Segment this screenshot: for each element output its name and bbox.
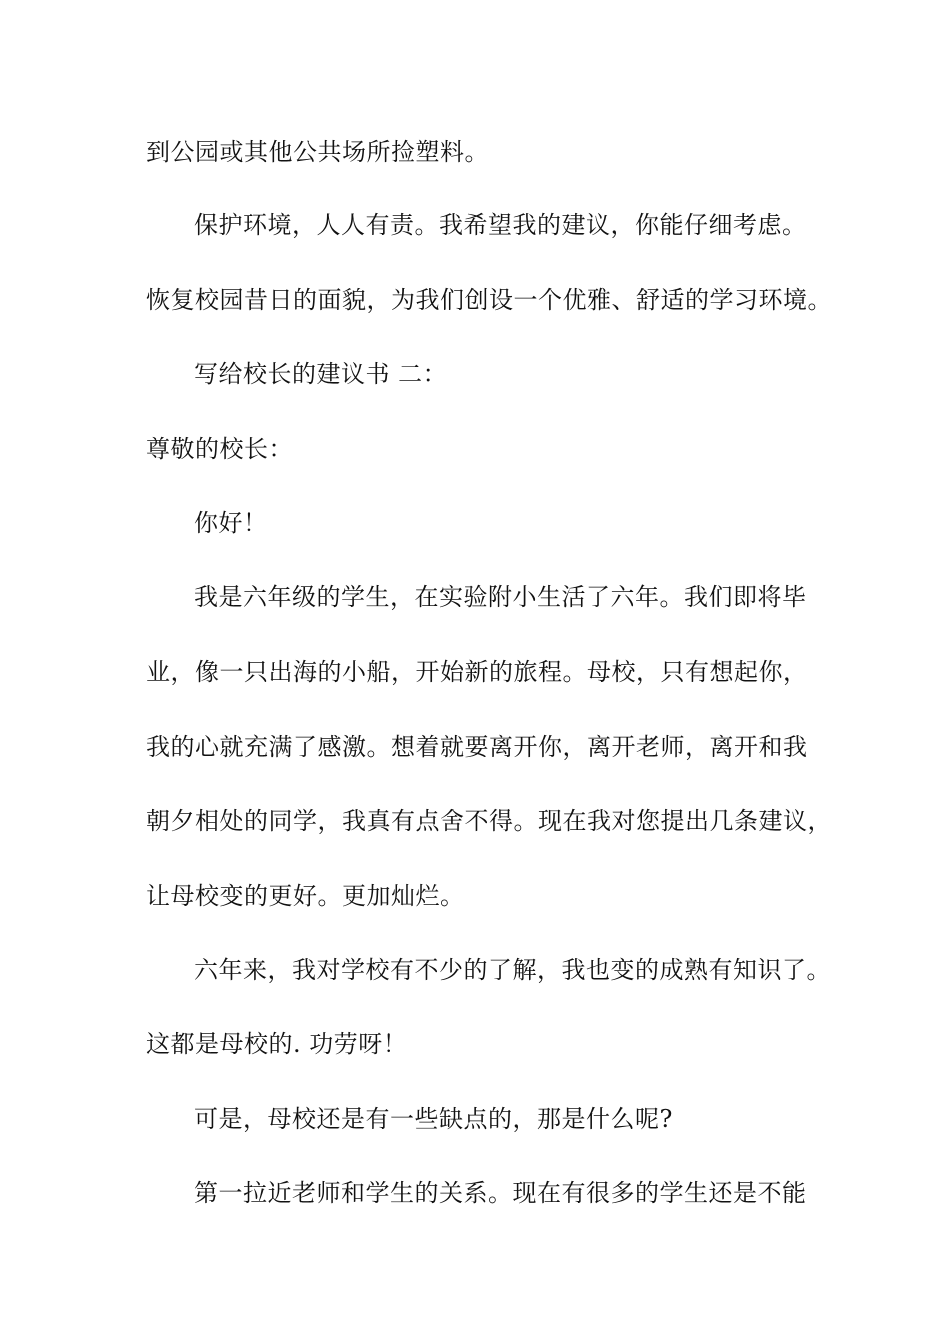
salutation: 尊敬的校长：: [146, 435, 293, 463]
text-line-1: 到公园或其他公共场所捡塑料。: [146, 138, 489, 166]
text-line-2: 保护环境，人人有责。我希望我的建议，你能仔细考虑。: [194, 211, 807, 239]
text-line-15: 第一拉近老师和学生的关系。现在有很多的学生还是不能: [194, 1179, 807, 1207]
section-heading: 写给校长的建议书 二：: [194, 360, 448, 388]
text-line-11: 让母校变的更好。更加灿烂。: [146, 882, 465, 910]
text-line-8: 业，像一只出海的小船，开始新的旅程。母校，只有想起你，: [146, 658, 808, 686]
text-line-3: 恢复校园昔日的面貌，为我们创设一个优雅、舒适的学习环境。: [146, 286, 832, 314]
text-line-9: 我的心就充满了感激。想着就要离开你，离开老师，离开和我: [146, 733, 808, 761]
text-line-14: 可是，母校还是有一些缺点的，那是什么呢?: [194, 1105, 673, 1133]
text-line-13: 这都是母校的. 功劳呀！: [146, 1030, 408, 1058]
greeting: 你好！: [194, 509, 268, 537]
text-line-7: 我是六年级的学生，在实验附小生活了六年。我们即将毕: [194, 583, 807, 611]
text-line-12: 六年来，我对学校有不少的了解，我也变的成熟有知识了。: [194, 956, 831, 984]
text-line-10: 朝夕相处的同学，我真有点舍不得。现在我对您提出几条建议，: [146, 807, 832, 835]
